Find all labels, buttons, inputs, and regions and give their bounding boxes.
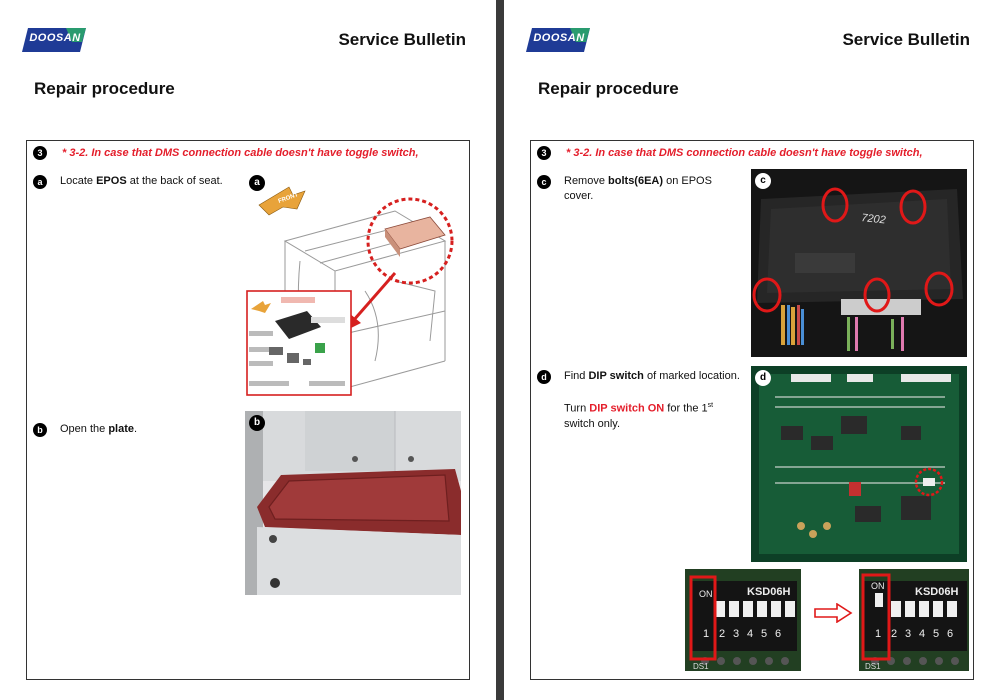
svg-text:1: 1 — [703, 628, 710, 640]
logo-text: DOOSAN — [533, 32, 585, 44]
doosan-logo — [526, 26, 592, 56]
step-c-text: Remove bolts(6EA) on EPOS cover. — [564, 175, 712, 202]
figure-a-badge: a — [249, 175, 265, 191]
epos-board-photo — [751, 366, 967, 562]
svg-text:ON: ON — [871, 581, 885, 591]
svg-text:7202: 7202 — [860, 212, 887, 227]
svg-text:KSD06H: KSD06H — [747, 586, 791, 598]
figure-b-badge: b — [249, 415, 265, 431]
dip-switch-before-photo — [685, 569, 801, 671]
procedure-box — [26, 140, 470, 680]
svg-text:2: 2 — [719, 628, 726, 640]
svg-text:KSD06H: KSD06H — [915, 586, 959, 598]
svg-text:DS1: DS1 — [865, 662, 881, 671]
procedure-subtitle: * 3-2. In case that DMS connection cable doesn't have toggle switch, — [566, 147, 923, 159]
transition-arrow-icon — [813, 603, 853, 623]
svg-text:5: 5 — [933, 628, 940, 640]
svg-text:3: 3 — [733, 628, 740, 640]
step-a-badge: a — [33, 175, 47, 189]
plate-photo — [245, 411, 461, 595]
svg-text:5: 5 — [761, 628, 768, 640]
svg-text:4: 4 — [919, 628, 926, 640]
procedure-subtitle: * 3-2. In case that DMS connection cable doesn't have toggle switch, — [62, 147, 419, 159]
section-title: Repair procedure — [538, 79, 679, 98]
svg-text:4: 4 — [747, 628, 754, 640]
svg-text:1: 1 — [875, 628, 882, 640]
bulletin-title: Service Bulletin — [338, 30, 466, 49]
step-a-text: Locate EPOS at the back of seat. — [60, 175, 223, 187]
bulletin-page-left — [0, 0, 496, 700]
page-divider — [496, 0, 504, 700]
logo-text: DOOSAN — [29, 32, 81, 44]
epos-cover-photo — [751, 169, 967, 357]
bulletin-page-right — [504, 0, 1000, 700]
figure-d-badge: d — [755, 370, 771, 386]
svg-text:3: 3 — [905, 628, 912, 640]
svg-text:DS1: DS1 — [693, 662, 709, 671]
dip-switch-after-photo — [859, 569, 969, 671]
step-d-text-turn: Turn DIP switch ON for the 1st switch only. — [564, 402, 714, 430]
step-b-badge: b — [33, 423, 47, 437]
svg-text:6: 6 — [775, 628, 782, 640]
step-c-badge: c — [537, 175, 551, 189]
svg-text:2: 2 — [891, 628, 898, 640]
front-arrow-icon — [259, 187, 305, 215]
procedure-box — [530, 140, 974, 680]
step-b-text: Open the plate. — [60, 423, 138, 435]
section-title: Repair procedure — [34, 79, 175, 98]
svg-text:ON: ON — [699, 589, 713, 599]
doosan-logo — [22, 26, 88, 56]
svg-text:6: 6 — [947, 628, 954, 640]
step-d-text-find: Find DIP switch of marked location. — [564, 370, 740, 382]
cabin-diagram — [245, 171, 465, 399]
step-d-badge: d — [537, 370, 551, 384]
svg-text:FRONT: FRONT — [277, 192, 300, 205]
step-number-badge: 3 — [537, 146, 551, 160]
bulletin-title: Service Bulletin — [842, 30, 970, 49]
step-number-badge: 3 — [33, 146, 47, 160]
figure-c-badge: c — [755, 173, 771, 189]
